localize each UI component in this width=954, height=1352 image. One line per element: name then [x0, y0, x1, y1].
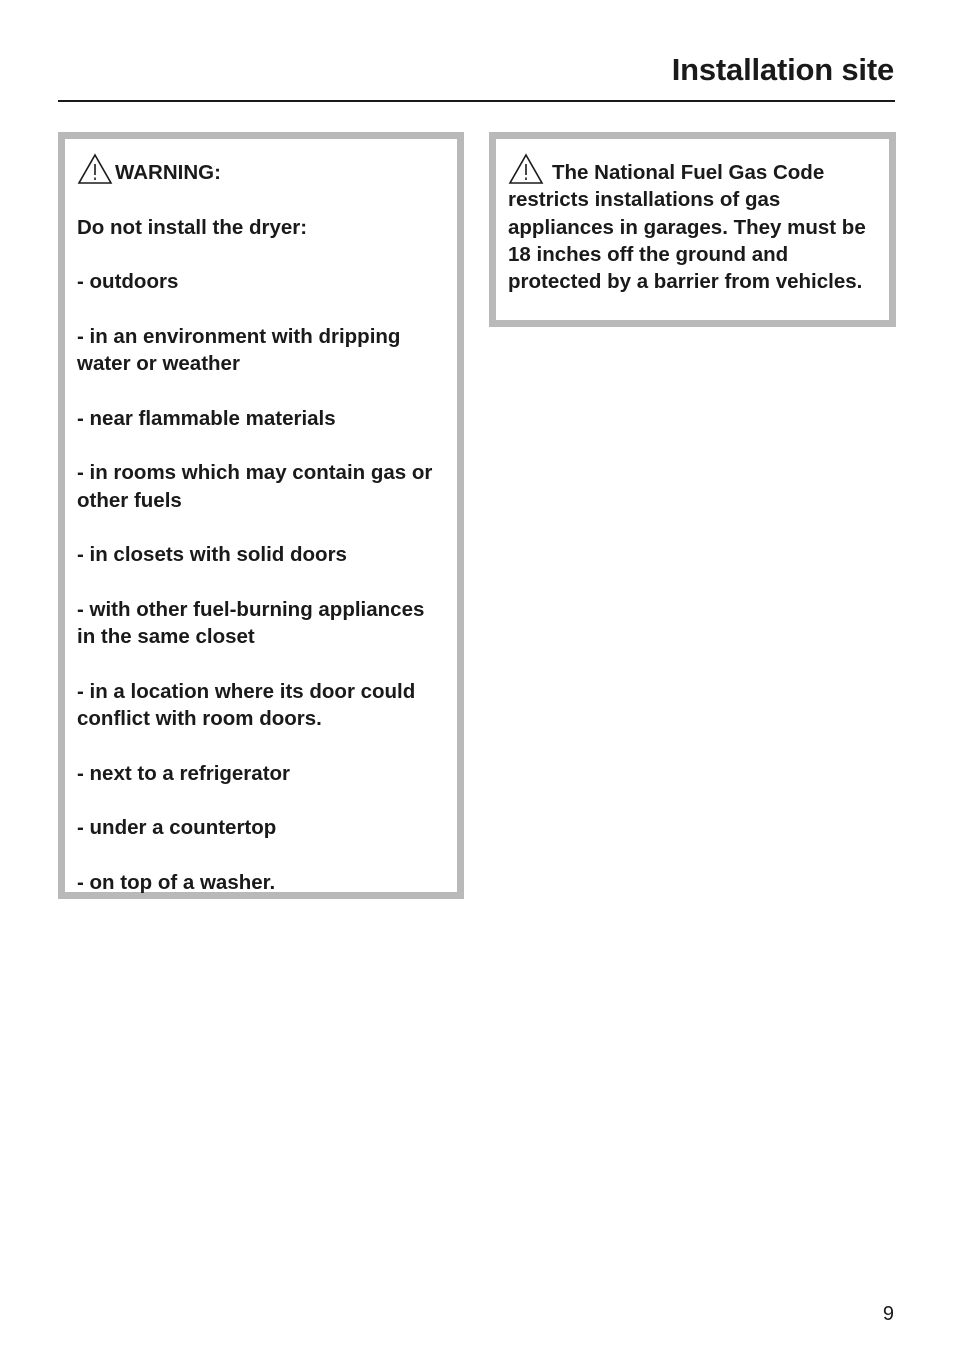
gas-code-text: The National Fuel Gas Code restricts installations of gas appliances in garages. They must be 18 inches off the ground and protected by a barrier from vehicles.: [508, 161, 866, 294]
title-divider: [58, 100, 895, 102]
warning-box-gas-code: [489, 132, 896, 327]
warning-item: - in rooms which may contain gas or other fuels: [77, 461, 433, 512]
warning-item: - near flammable materials: [77, 406, 336, 430]
warning-item: - in a location where its door could conflict with room doors.: [77, 679, 416, 730]
warning-triangle-icon: [508, 153, 544, 185]
warning-triangle-icon: [77, 153, 113, 185]
warning-item: - on top of a washer.: [77, 870, 276, 894]
warning-item: - next to a refrigerator: [77, 761, 291, 785]
warning-item: - in an environment with dripping water or weather: [77, 324, 401, 376]
warning-item: - under a countertop: [77, 816, 277, 840]
warning-intro: Do not install the dryer:: [77, 215, 308, 239]
page-number: 9: [882, 1303, 894, 1325]
page-title: Installation site: [671, 52, 894, 87]
warning-box-dryer-locations: [58, 132, 464, 899]
warning-item: - outdoors: [77, 270, 179, 294]
gas-code-paragraph: [508, 153, 879, 295]
warning-item: - in closets with solid doors: [77, 543, 347, 567]
warning-heading-line: [77, 153, 447, 186]
warning-item: - with other fuel-burning appliances in the same closet: [77, 597, 425, 649]
warning-heading: WARNING:: [115, 161, 221, 184]
